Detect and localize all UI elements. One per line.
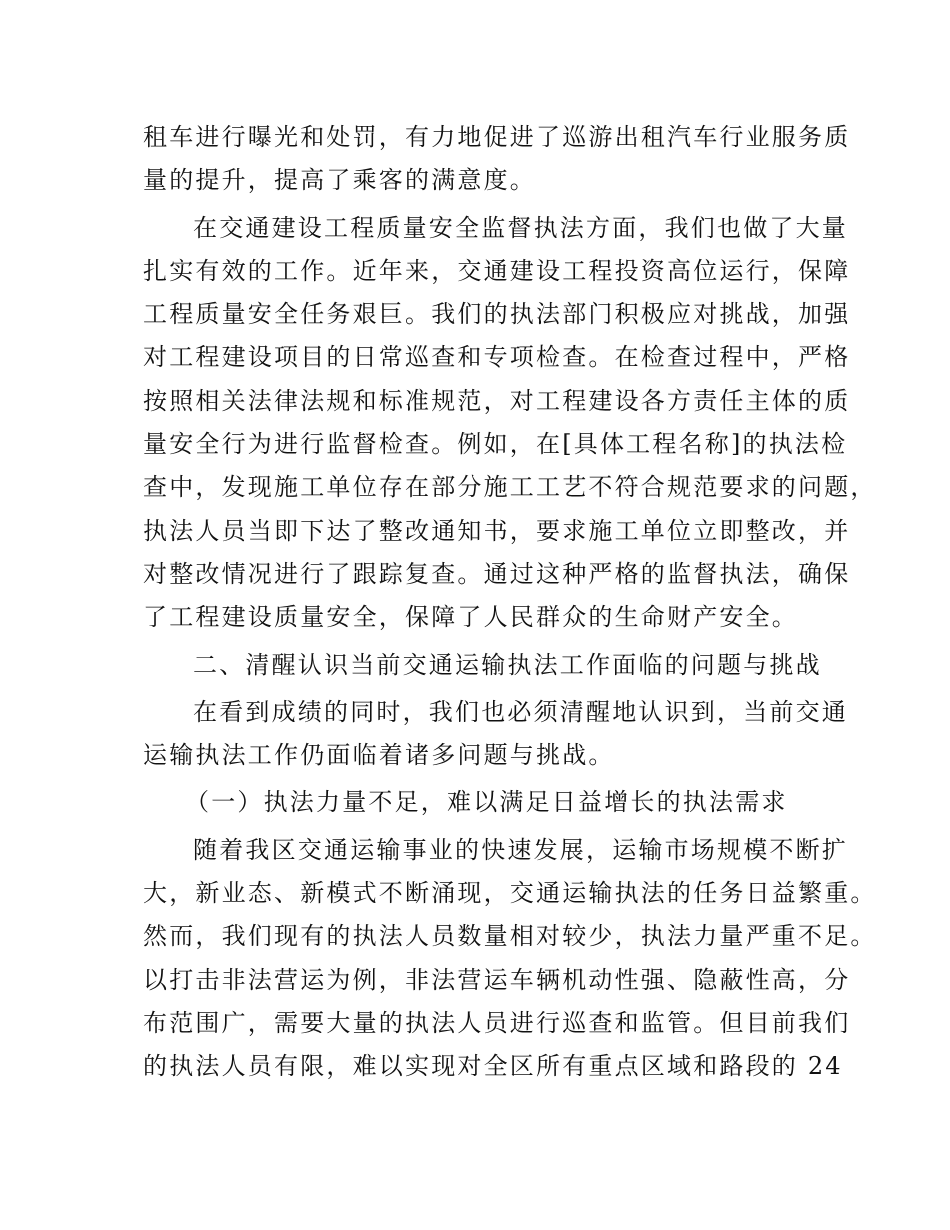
text-line: 查中，发现施工单位存在部分施工工艺不符合规范要求的问题， bbox=[143, 473, 877, 502]
text-line: 工程质量安全任务艰巨。我们的执法部门积极应对挑战，加强 bbox=[143, 300, 851, 329]
paragraph-enforcement-shortage bbox=[143, 829, 877, 1089]
subsection-heading bbox=[143, 781, 813, 824]
text-line: 运输执法工作仍面临着诸多问题与挑战。 bbox=[143, 741, 615, 770]
heading-line: （一）执法力量不足，难以满足日益增长的执法需求 bbox=[185, 788, 788, 817]
text-line: 在交通建设工程质量安全监督执法方面，我们也做了大量 bbox=[193, 213, 848, 242]
text-line: 然而，我们现有的执法人员数量相对较少，执法力量严重不足。 bbox=[143, 922, 877, 951]
text-line: 在看到成绩的同时，我们也必须清醒地认识到，当前交通 bbox=[193, 697, 848, 726]
text-line: 了工程建设质量安全，保障了人民群众的生命财产安全。 bbox=[143, 603, 798, 632]
text-line: 按照相关法律法规和标准规范，对工程建设各方责任主体的质 bbox=[143, 386, 851, 415]
text-line: 量的提升，提高了乘客的满意度。 bbox=[143, 166, 536, 195]
text-line: 的执法人员有限，难以实现对全区所有重点区域和路段的 24 bbox=[143, 1052, 843, 1081]
text-line: 扎实有效的工作。近年来，交通建设工程投资高位运行，保障 bbox=[143, 256, 851, 285]
text-line: 量安全行为进行监督检查。例如，在[具体工程名称]的执法检 bbox=[143, 430, 848, 459]
text-line: 执法人员当即下达了整改通知书，要求施工单位立即整改，并 bbox=[143, 516, 851, 545]
document-body bbox=[143, 116, 877, 1089]
text-line: 对工程建设项目的日常巡查和专项检查。在检查过程中，严格 bbox=[143, 343, 851, 372]
heading-line: 二、清醒认识当前交通运输执法工作面临的问题与挑战 bbox=[193, 650, 822, 679]
text-line: 以打击非法营运为例，非法营运车辆机动性强、隐蔽性高，分 bbox=[143, 965, 851, 994]
text-line: 随着我区交通运输事业的快速发展，运输市场规模不断扩 bbox=[193, 835, 848, 864]
paragraph-intro-challenges bbox=[143, 691, 848, 778]
paragraph-quality-supervision bbox=[143, 207, 877, 640]
paragraph-continuation bbox=[143, 116, 851, 203]
section-heading bbox=[143, 644, 822, 687]
text-line: 租车进行曝光和处罚，有力地促进了巡游出租汽车行业服务质 bbox=[143, 123, 851, 151]
text-line: 大，新业态、新模式不断涌现，交通运输执法的任务日益繁重。 bbox=[143, 879, 877, 908]
text-line: 对整改情况进行了跟踪复查。通过这种严格的监督执法，确保 bbox=[143, 559, 851, 588]
text-line: 布范围广，需要大量的执法人员进行巡查和监管。但目前我们 bbox=[143, 1008, 851, 1037]
